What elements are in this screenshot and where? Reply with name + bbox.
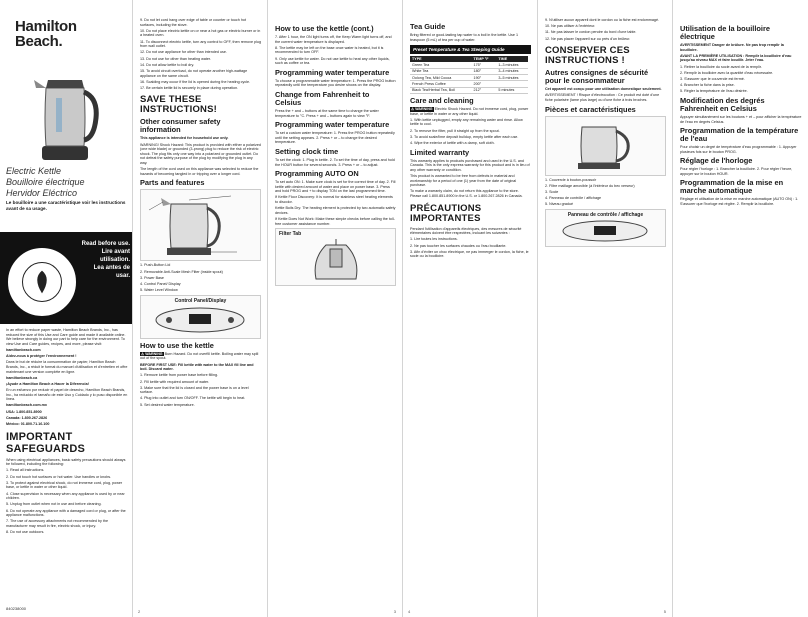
fr-part-label: 1. Couvercle à bouton-poussoir — [545, 177, 597, 182]
fr-auto-text: Réglage et utilisation de la mise en marche automatique (AUTO ON) : 1. S'assurer que l'horloge est réglée. 2. Remplir la bouilloire. — [680, 197, 799, 207]
filter-diagram — [275, 228, 396, 286]
read-before-text: Read before use. Lire avant utilisation. Lea antes de usar. — [81, 241, 130, 279]
fr-parts-diagram — [545, 116, 666, 176]
care-step: 3. To avoid scale/lime deposit buildup, empty kettle after each use. — [410, 134, 519, 139]
safety-item: 10. Do not place electric kettle on or near a hot gas or electric burner or in a heated oven. — [140, 28, 261, 38]
fr-part-label: 4. Panneau de contrôle / affichage — [545, 196, 602, 201]
fr-programming-heading: Programmation de la température de l'eau — [680, 126, 799, 144]
care-step: 1. With kettle unplugged, empty any remaining water and rinse. Allow kettle to cool. — [410, 117, 523, 127]
control-panel-label: Control Panel/Display — [174, 297, 227, 304]
auto-on-heading: Programming AUTO ON — [275, 169, 359, 179]
safeguards-intro: When using electrical appliances, basic safety precautions should always be followed, including the following: — [6, 457, 126, 467]
howto-step: 5. Set desired water temperature. — [140, 402, 195, 407]
fr-use-step: 5. Régler la température de l'eau désirée. — [680, 89, 748, 94]
warranty-heading: Limited warranty — [410, 147, 470, 157]
title-en: Electric Kettle — [6, 166, 62, 176]
safety-column — [132, 0, 267, 617]
safeguard-item: 8. Do not use outdoors. — [6, 530, 45, 535]
warranty-text: To make a warranty claim, do not return this appliance to the store. Please call 1.800.851.8900 in the U.S. or 1.800.267.2826 in Canada. — [410, 189, 523, 198]
fr-part-label: 5. Niveau gradué — [545, 202, 574, 207]
cover-note: Le bouilloire a une caractéristique voir les instructions avant de sa usage. — [6, 200, 126, 211]
programming-temp-text: To choose a programmable water temperature: 1. Press the PROG button repeatedly until the temperature you desire shows on the display. — [275, 78, 396, 88]
fr-household-note: Cet appareil est conçu pour une utilisation domestique seulement. — [545, 87, 662, 92]
fr-fahrenheit-text: Appuyer simultanément sur les boutons + et – pour afficher la température de l'eau en degrés Celsius. — [680, 114, 802, 124]
safeguards-heading: IMPORTANT SAFEGUARDS — [6, 430, 86, 455]
howto-step: 8. The kettle may be left on the base once water is heated, but it is recommended to turn OFF. — [275, 45, 384, 55]
fr-control-label: Panneau de contrôle / affichage — [567, 211, 644, 218]
burn-hazard-text: Burn Hazard. Do not overfill kettle. Boiling water may spill out of the spout. — [140, 351, 259, 361]
fr-clock-text: Pour régler l'horloge : 1. Brancher la bouilloire. 2. Pour régler l'heure, appuyer sur le bouton HOUR. — [680, 167, 793, 176]
clock-heading: Setting clock time — [275, 146, 339, 156]
fr-use-step: 3. S'assurer que le couvercle est fermé. — [680, 76, 745, 81]
cover-titles — [6, 166, 128, 199]
control-panel-diagram — [140, 295, 261, 339]
safety-item: 15. To avoid circuit overload, do not operate another high-wattage appliance on the same circuit. — [140, 68, 248, 78]
safety-item: 16. Scalding may occur if the lid is opened during the heating cycle. — [140, 79, 251, 84]
fr-part-label: 2. Filtre maillage amovible (à l'intérieur du bec verseur) — [545, 183, 635, 188]
fr-use-step: 4. Brancher la fiche dans la prise. — [680, 83, 735, 88]
howto-step: 7. After 1 hour, the ON light turns off, the Keep Warm light turns off, and the current water temperature is displayed. — [275, 35, 392, 44]
cover-column — [0, 0, 132, 617]
tip-text: If Kettle Floor Discovery: It is normal for stainless steel heating elements to discolor. — [275, 195, 393, 205]
part-label: 3. Power Base — [140, 275, 164, 280]
page-number: 5 — [663, 609, 666, 614]
howto-step: 1. Remove kettle from power base before filling. — [140, 373, 219, 378]
title-es: Hervidor Eléctrico — [6, 188, 78, 198]
save-instructions-heading: SAVE THESE INSTRUCTIONS! — [140, 94, 218, 116]
fr-save-heading: CONSERVER CES INSTRUCTIONS ! — [545, 45, 630, 67]
control-panel-illustration — [141, 305, 259, 335]
page-number: 3 — [393, 609, 396, 614]
part-label: 1. Push-Button Lid — [140, 263, 171, 268]
fr-use-step: 1. Retirer la bouilloire du socle avant de la remplir. — [680, 64, 762, 69]
howto-cont-heading: How to use the kettle (cont.) — [275, 24, 374, 33]
howto-step: 3. Make sure that the lid is closed and the power base is on a level surface. — [140, 385, 249, 395]
tea-guide-heading: Tea Guide — [410, 22, 446, 31]
care-step: 2. To remove the filter, pull it straight up from the spout. — [410, 128, 500, 133]
english-intro: In an effort to reduce paper waste, Hamilton Beach Brands, Inc., has reduced the size of this Use and Care guide and made it available online. We believe strongly in doing our part to help care for the environment. To view Use and Care guides, recipes, and more, please visit: — [6, 328, 126, 346]
table-row: Green Tea 175° 1–3 minutes — [410, 62, 528, 68]
precaution-item: 2. Ne pas toucher les surfaces chaudes ou l'eau bouillante. — [410, 243, 507, 248]
warning-badge: ⚠ WARNING — [141, 351, 163, 356]
filter-illustration — [276, 239, 394, 283]
fr-safety-item: 9. N'utiliser aucun appareil dont le cordon ou la fiche est endommagé. — [545, 18, 660, 22]
precaution-item: 3. Afin d'éviter un choc électrique, ne pas immerger le cordon, la fiche, le socle ou la bouilloire. — [410, 249, 529, 259]
fr-use-step: 2. Remplir la bouilloire avec la quantité d'eau nécessaire. — [680, 70, 774, 75]
safety-item: 13. Do not use for other than heating water. — [140, 56, 211, 61]
part-label: 2. Removable Anti-Scale Mesh Filter (inside spout) — [140, 269, 223, 274]
precautions-intro: Pendant l'utilisation d'appareils électriques, des mesures de sécurité élémentaires doivent être respectées, incluant les suivantes : — [410, 226, 522, 236]
keep-warm-text: If Kettle Does Not Work: Make these simple checks before calling the toll-free customer assistance number. — [275, 217, 395, 226]
part-label: 5. Water Level Window — [140, 288, 178, 293]
brand-logo: Hamilton Beach. — [15, 18, 77, 50]
table-row: French Press Coffee 200° — [410, 81, 528, 87]
safeguard-item: 6. Do not operate any appliance with a damaged cord or plug, or after the appliance malfunctions. — [6, 508, 126, 518]
clock-text: To set the clock: 1. Plug in kettle. 2. To set the time of day, press and hold the HOUR button for several seconds. 3. Press + or – to adjust. — [275, 157, 395, 167]
table-row: White Tea 180° 3–4 minutes — [410, 68, 528, 74]
warranty-text: This warranty applies to products purchased and used in the U.S. and Canada. This is the only express warranty for this product and is in lieu of any other warranty or condition. — [410, 158, 530, 172]
column-header: TYPE — [410, 56, 472, 62]
filter-tab-label: Filter Tab — [279, 231, 302, 238]
safeguard-item: 7. The use of accessory attachments not recommended by the manufacturer may result in fire, electric shock, or injury. — [6, 519, 109, 528]
tea-guide-text: Bring filtered or good-tasting tap water to a boil in the kettle. Use 1 teaspoon (5 mL) of tea per cup of water. — [410, 33, 519, 42]
part-label: 4. Control Panel/ Display — [140, 281, 181, 286]
precaution-item: 1. Lire toutes les instructions. — [410, 237, 458, 242]
fr-fahrenheit-heading: Modification des degrés Fahrenheit en Celsius — [680, 95, 765, 113]
cover-body — [6, 328, 128, 536]
parts-diagram — [140, 189, 261, 261]
column-header: TIME — [496, 56, 528, 62]
care-step: 4. Wipe the exterior of kettle with a damp, soft cloth. — [410, 141, 495, 145]
fr-control-illustration — [546, 219, 664, 243]
safeguard-item: 3. To protect against electrical shock, do not immerse cord, plug, power base, or kettle in water or other liquid. — [6, 480, 123, 490]
warning-badge: ⚠ WARNING — [411, 107, 433, 112]
kettle-parts-illustration — [141, 190, 259, 258]
fahrenheit-celsius-text: Press the + and – buttons at the same time to change the water temperature to °C. Press + and – buttons again to view °F. — [275, 108, 379, 118]
fr-part-label: 3. Socle — [545, 189, 559, 194]
french-safety-column — [537, 0, 672, 617]
howto-step: 4. Plug into outlet and turn ON/OFF. The kettle will begin to heat. — [140, 396, 246, 401]
page-number: 2 — [138, 609, 141, 614]
fr-auto-heading: Programmation de la mise en marche automatique — [680, 178, 784, 196]
fahrenheit-celsius-heading: Change from Fahrenheit to Celsius — [275, 89, 370, 107]
howto-heading: How to use the kettle — [140, 340, 214, 350]
safeguard-item: 5. Unplug from outlet when not in use and before cleaning. — [6, 502, 102, 507]
fr-safety-item: 10. Ne pas utiliser à l'extérieur. — [545, 24, 596, 29]
table-row: Oolong Tea, Mild Cocoa 190° 3–5 minutes — [410, 74, 528, 80]
howto-step: 2. Fill kettle with required amount of water. — [140, 379, 210, 384]
fr-before-first-use: AVANT LA PREMIÈRE UTILISATION : Remplir la bouilloire d'eau jusqu'au niveau MAX et faire bouillir. Jeter l'eau. — [680, 53, 792, 63]
phone-usa: USA: 1.800.851.8900 — [6, 409, 42, 414]
safeguard-item: 4. Close supervision is necessary when any appliance is used by or near children. — [6, 491, 125, 501]
other-safety-heading: Other consumer safety information — [140, 117, 221, 135]
household-use-note: This appliance is intended for household use only. — [140, 136, 229, 141]
es-intro: En un esfuerzo por reducir el papel de desecho, Hamilton Beach Brands, Inc., ha reducido el tamaño de este Uso y Cuidado y lo puso disponible en línea. — [6, 388, 128, 402]
care-warning-text: Electric Shock Hazard. Do not immerse cord, plug, power base, or kettle in water or any other liquid. — [410, 107, 529, 116]
website-link[interactable]: hamiltonbeach.com — [6, 347, 41, 352]
parts-heading: Parts and features — [140, 178, 205, 188]
fr-programming-text: Pour choisir un degré de température d'eau programmable : 1. Appuyer plusieurs fois sur le bouton PROG. — [680, 145, 797, 154]
before-first-use: BEFORE FIRST USE: Fill kettle with water to the MAX fill line and boil. Discard water. — [140, 362, 254, 372]
fr-use-warning: AVERTISSEMENT Danger de brûlure. Ne pas trop remplir la bouilloire. — [680, 43, 784, 52]
fr-safety-item: 11. Ne pas laisser le cordon pendre du bord d'une table. — [545, 30, 637, 35]
phone-mexico: México: 01.800.71.16.100 — [6, 422, 50, 427]
usage-column — [267, 0, 402, 617]
es-title: ¡Ayude a Hamilton Beach a Hacer la Diferencia! — [6, 381, 89, 386]
shock-warning: WARNING! Shock Hazard: This product is provided with either a polarized (one wide blade) or grounded (3-prong) plug to reduce the risk of electric shock. The plug fits only one way into a polarized or grounded outlet. Do not defeat the safety purpose of the plug by modifying the plug in any way. — [140, 142, 261, 166]
safety-item: 14. Do not allow kettle to boil dry. — [140, 62, 195, 67]
howto-step: 9. Only use kettle for water. Do not use kettle to heat any other liquids, such as coffee or tea. — [275, 56, 390, 66]
table-row: Black Tea/Herbal Tea, Boil 212° 5 minutes — [410, 87, 528, 93]
es-website-link[interactable]: hamiltonbeach.com.mx — [6, 403, 47, 408]
auto-on-text: To set auto ON: 1. Make sure clock is set for the correct time of day. 2. Fill kettle with desired amount of water and place on power base. 3. Press and hold PROG and + to display TON on the last programmed time. — [275, 180, 396, 194]
fr-other-heading: Autres consignes de sécurité pour le consommateur — [545, 68, 649, 86]
fr-control-panel-diagram — [545, 209, 666, 247]
title-fr: Bouilloire électrique — [6, 177, 85, 187]
steeping-guide-title: Preset Temperature & Tea Steeping Guide — [410, 45, 531, 54]
fr-kettle-illustration — [546, 117, 664, 173]
fr-title: Aidez-nous à protéger l'environnement ! — [6, 354, 77, 359]
fr-safety-item: 12. Ne pas placer l'appareil sur ou près d'un brûleur. — [545, 36, 631, 41]
cord-note: The length of the cord used on this appliance was selected to reduce the hazards of becoming tangled in or tripping over a longer cord. — [140, 167, 259, 176]
programming-temp-heading: Programming water temperature — [275, 67, 390, 77]
safety-item: 17. Be certain kettle lid is securely in place during operation. — [140, 85, 239, 90]
care-heading: Care and cleaning — [410, 96, 474, 106]
safeguard-item: 1. Read all instructions. — [6, 468, 45, 473]
care-column — [402, 0, 537, 617]
boil-dry-text: Kettle Boils Dry: The heating element is protected by two automatic safety devices. — [275, 206, 396, 215]
product-code: 840238000 — [6, 606, 27, 611]
french-usage-column — [672, 0, 808, 617]
kettle-image — [30, 58, 100, 166]
programming-temp2-text: To set a custom water temperature: 1. Press the PROG button repeatedly until the setting appears. 2. Press + or – to change the desired temperature. — [275, 131, 395, 145]
fr-parts-heading: Pièces et caractéristiques — [545, 104, 636, 114]
programming-temp2-heading: Programming water temperature — [275, 120, 390, 130]
fr-use-heading: Utilisation de la bouilloire électrique — [680, 24, 770, 41]
safety-item: 9. Do not let cord hang over edge of table or counter or touch hot surfaces, including the stove. — [140, 18, 246, 27]
page-number: 4 — [408, 609, 411, 614]
safety-item: 12. Do not use appliance for other than intended use. — [140, 50, 227, 55]
leaf-icon — [22, 262, 62, 302]
steeping-guide-table — [410, 56, 528, 94]
environment-seal-logo — [6, 246, 78, 318]
safety-item: 11. To disconnect electric kettle, turn any control to OFF, then remove plug from wall outlet. — [140, 39, 261, 49]
fr-shock-warning: AVERTISSEMENT ! Risque d'électrocution : Ce produit est doté d'une fiche polarisée (lame plus large) ou d'une fiche à trois broches. — [545, 93, 660, 102]
phone-canada: Canada: 1.800.267.2826 — [6, 415, 48, 420]
fr-clock-heading: Réglage de l'horloge — [680, 156, 753, 166]
warranty-text: This product is warranted to be free from defects in material and workmanship for a period of one (1) year from the date of original purchase. — [410, 173, 517, 188]
fr-intro: Dans le but de réduire la consommation de papier, Hamilton Beach Brands, Inc., a réduit le format du manuel d'utilisation et d'entretien et offre maintenant une version complète en ligne. — [6, 360, 128, 374]
fr-website-link[interactable]: hamiltonbeach.ca — [6, 375, 38, 380]
safeguard-item: 2. Do not touch hot surfaces or hot water. Use handles or knobs. — [6, 474, 112, 479]
column-header: TEMP °F — [472, 56, 497, 62]
precautions-heading: PRÉCAUTIONS IMPORTANTES — [410, 202, 482, 224]
